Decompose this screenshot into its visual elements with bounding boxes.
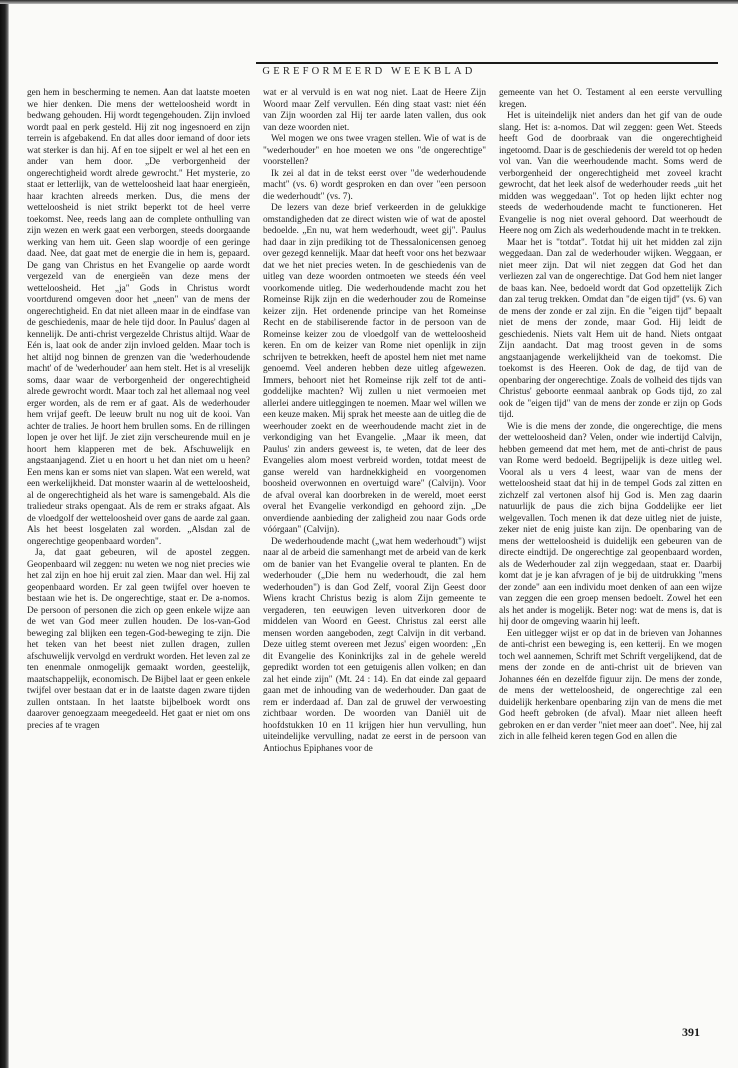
column-2	[263, 88, 486, 1050]
paragraph: Ja, dat gaat gebeuren, wil de apostel zeggen. Geopenbaard wil zeggen: nu weten we nog niet precies wie het zal zijn en hoe hij eruit zal zien. Maar dan wel. Hij zal geopenbaard worden. Er zal geen twijfel over hoeven te bestaan wie het is. De ongerechtige, staat er. De a-nomos. De persoon of personen die zich op geen enkele wijze aan de wet van God meer zullen houden. De los-van-God beweging zal blijken een tegen-God-beweging te zijn. Die het teken van het beest niet zullen dragen, zullen afschuwelijk vervolgd en verdrukt worden. Het leven zal ze ten enenmale onmogelijk gemaakt worden, geestelijk, maatschappelijk, economisch. De Bijbel laat er geen enkele twijfel over bestaan dat er in de laatste dagen zware tijden zullen ontstaan. In het laatste bijbelboek wordt ons daarover genoegzaam meegedeeld. Het gaat er niet om ons precies af te vragen	[27, 548, 250, 731]
paragraph: Wel mogen we ons twee vragen stellen. Wie of wat is de "wederhouder" en hoe moeten we ons "de ongerechtige" voorstellen?	[263, 134, 486, 167]
column-3	[499, 88, 722, 1050]
paragraph: gen hem in bescherming te nemen. Aan dat laatste moeten we hier denken. Die mens der wetteloosheid wordt in bedwang gehouden. Hij wordt tegengehouden. Zijn invloed wordt paal en perk gesteld. Hij zit nog ingesnoerd en zijn terrein is afgebakend. En dat alles door iemand of door iets wat sterker is dan hij. Af en toe sijpelt er wel al het een en ander van hem door. „De verborgenheid der ongerechtigheid wordt alrede gewrocht." Het mysterie, zo staat er letterlijk, van de wetteloosheid laat haar energieën, haar krachten alreeds merken. Dus, die mens der wetteloosheid is niet strikt beperkt tot de heel verre toekomst. Nee, reeds lang aan de complete onthulling van zijn wezen en werk gaat een verborgen, steeds doorgaande werking van hem uit. Geen slap woordje of een geringe daad. Nee, dat gaat met de energie die in hem is, gepaard. De gang van Christus en het Evangelie op aarde wordt vergezeld van de energieën van deze mens der wetteloosheid. Het „ja" Gods in Christus wordt voortdurend omgeven door het „neen" van de mens der ongerechtigheid. En dat niet alleen maar in de eindfase van de geschiedenis, maar de hele tijd door. In Paulus' dagen al kennelijk. De anti-christ vergezelde Christus altijd. Waar de Eén is, laat ook de ander zijn invloed gelden. Maar toch is het altijd nog binnen de grenzen van die 'wederhoudende macht' of de 'wederhouder' aan hem stelt. Het is al vreselijk soms, daar waar de verborgenheid der ongerechtigheid alrede gewrocht wordt. Maar toch zal het allemaal nog veel erger worden, als de rem er af gaat. Als de wederhouder hem vrijaf geeft. De leeuw brult nu nog uit de kooi. Van achter de tralies. Je hoort hem brullen soms. En de rillingen lopen je over het lijf. Je ziet zijn verscheurende muil en je hoort hem klapperen met de bek. Afschuwelijk en angstaanjagend. Ziet u en hoort u het dan niet om u heen? Een mens kan er soms niet van slapen. Wat een wereld, wat een werkelijkheid. Dat monster waarin al de wetteloosheid, al de ongerechtigheid als het ware is samengebald. Als die traliedeur straks opengaat. Als de rem er straks afgaat. Als de vloedgolf der wetteloosheid over gans de aarde zal gaan. Als het beest losgelaten zal worden. „Alsdan zal de ongerechtige geopenbaard worden".	[27, 88, 250, 547]
paragraph: Een uitlegger wijst er op dat in de brieven van Johannes de anti-christ een beweging is, een ketterij. En we mogen toch wel aannemen, Schrift met Schrift vergelijkend, dat de mens der zonde en de anti-christ uit de brieven van Johannes één en dezelfde figuur zijn. De mens der zonde, de mens der wetteloosheid, de ongerechtige zal een duidelijk herkenbare openbaring zijn van de mens die met God heeft gebroken (de afval). Maar niet alleen heeft gebroken en er dan verder "niet meer aan doet". Nee, hij zal zich in alle felheid keren tegen God en allen die	[499, 628, 722, 742]
page-left-edge-shadow	[0, 0, 9, 1068]
running-title: GEREFORMEERD WEEKBLAD	[262, 66, 476, 77]
paragraph: wat er al vervuld is en wat nog niet. Laat de Heere Zijn Woord maar Zelf vervullen. Eén ding staat vast: niet één van Zijn woorden zal Hij ter aarde laten vallen, dus ook van deze woorden niet.	[263, 88, 486, 133]
paragraph: Wie is die mens der zonde, die ongerechtige, die mens der wetteloosheid dan? Velen, onder wie indertijd Calvijn, hebben gemeend dat met hem, met de anti-christ de paus van Rome werd bedoeld. Begrijpelijk is deze uitleg wel. Vooral als u vers 4 leest, waar van de mens der wetteloosheid staat dat hij in de tempel Gods zal zitten en zichzelf zal vertonen alsof hij God is. Men zag daarin natuurlijk de paus die zich bijna Goddelijke eer liet welgevallen. Toch menen ik dat deze uitleg niet de juiste, zeker niet de enig juiste kan zijn. De openbaring van de mens der wetteloosheid is duidelijk een gebeuren van de directe eindtijd. De ongerechtige zal geopenbaard worden, als de Wederhouder zal zijn weggedaan, staat er. Daarbij komt dat je je kan afvragen of je bij de uitdrukking "mens der zonde" aan een individu moet denken of aan een wijze van zeggen die een groep mensen bedoelt. Zowel het een als het ander is mogelijk. Beter nog: wat de mens is, dat is hij door de omgeving waarin hij leeft.	[499, 421, 722, 627]
article-body	[27, 88, 722, 1050]
page-number: 391	[682, 1025, 700, 1039]
paragraph: Maar het is "totdat". Totdat hij uit het midden zal zijn weggedaan. Dan zal de wederhouder wijken. Weggaan, er niet meer zijn. Dat wil niet zeggen dat God het dan verliezen zal van de ongerechtige. Dat God hem niet langer de baas kan. Nee, bedoeld wordt dat God opzettelijk Zich dan zal terug trekken. Omdat dan "de eigen tijd" (vs. 6) van de mens der zonde er zal zijn. En die "eigen tijd" bepaalt niet de mens der zonde, maar God. Hij leidt de geschiedenis. Niets valt Hem uit de hand. Niets ontgaat Zijn aandacht. Dat mag troost geven in de soms angstaanjagende werkelijkheid van de toekomst. Die toekomst is des Heeren. Ook de dag, de tijd van de openbaring der ongerechtige. Zoals de volheid des tijds van Christus' geboorte eenmaal aanbrak op Gods tijd, zo zal ook de "eigen tijd" van de mens der zonde er zijn op Gods tijd.	[499, 237, 722, 420]
paragraph: gemeente van het O. Testament al een eerste vervulling kregen.	[499, 88, 722, 110]
paragraph: Het is uiteindelijk niet anders dan het gif van de oude slang. Het is: a-nomos. Dat wil zeggen: geen Wet. Steeds heeft God de doorbraak van die ongerechtigheid ingetoomd. Daar is de geschiedenis der wereld tot op heden vol van. Van die weerhoudende macht. Soms werd de verborgenheid der ongerechtigheid met zoveel kracht gewrocht, dat het leek alsof de wederhouder reeds „uit het midden was weggedaan". Tot op heden lijkt echter nog steeds de wederhoudende macht te functioneren. Het Evangelie is nog niet overal gehoord. Dat weerhoudt de Heere nog om Zich als wederhoudende macht in te trekken.	[499, 111, 722, 236]
paragraph: De lezers van deze brief verkeerden in de gelukkige omstandigheden dat ze direct wisten wie of wat de apostel bedoelde. „En nu, wat hem wederhoudt, weet gij". Paulus had daar in zijn prediking tot de Thessalonicensen genoeg over gezegd kennelijk. Maar dat heeft voor ons het bezwaar dat we het niet precies weten. In de geschiedenis van de uitleg van deze woorden ontmoeten we steeds één veel voorkomende uitleg. Die wederhoudende macht zou het Romeinse Rijk zijn en die wederhouder zou de Romeinse keizer zijn. Het ordenende principe van het Romeinse Recht en de stabiliserende factor in de persoon van de Romeinse keizer zou de vloedgolf van de wetteloosheid keren. En om de keizer van Rome niet openlijk in zijn schrijven te betrekken, heeft de apostel hem niet met name genoemd. Veel anderen hebben deze uitleg afgewezen. Immers, behoort niet het Romeinse rijk zelf tot de anti-goddelijke machten? Wij zullen u niet vermoeien met allerlei andere uitleggingen te noemen. Maar wel willen we een keuze maken. Mij sprak het meeste aan de uitleg die de weerhouder zoekt en de weerhoudende macht ziet in de verkondiging van het Evangelie. „Maar ik meen, dat Paulus' zin anders geweest is, te weten, dat de leer des Evangelies alom moest verbreid worden, totdat meest de ganse wereld van hardnekkigheid en voorgenomen boosheid overwonnen en overtuigd ware" (Calvijn). Voor de afval overal kan doorbreken in de wereld, moet eerst overal het Evangelie verkondigd en gehoord zijn. „De onverdiende aanbieding der zaligheid zou naar Gods orde vóórgaan" (Calvijn).	[263, 203, 486, 535]
paragraph: Ik zei al dat in de tekst eerst over "de wederhoudende macht" (vs. 6) wordt gesproken en dan over "een persoon die wederhoudt" (vs. 7).	[263, 168, 486, 202]
page-top-edge-shadow	[0, 0, 738, 4]
column-1	[27, 88, 250, 1050]
header-rule	[256, 62, 718, 64]
paragraph: De wederhoudende macht („wat hem wederhoudt") wijst naar al de arbeid die samenhangt met de arbeid van de kerk om de banier van het Evangelie overal te planten. En de wederhouder („Die hem nu wederhoudt, die zal hem wederhouden") is dan God Zelf, vooral Zijn Geest door Wiens kracht Christus bezig is alom Zijn gemeente te vergaderen, ten eeuwigen leven uitverkoren door de middelen van Woord en Geest. Christus zal eerst alle mensen worden aangeboden, zegt Calvijn in dit verband. Deze uitleg stemt overeen met Jezus' eigen woorden: „En dit Evangelie des Koninkrijks zal in de gehele wereld gepredikt worden tot een getuigenis allen volken; en dan zal het einde zijn" (Mt. 24 : 14). En dat einde zal gepaard gaan met de inhouding van de wederhouder. Dan gaat de rem er inderdaad af. Dan zal de gruwel der verwoesting zichtbaar worden. De woorden van Daniël uit de hoofdstukken 10 en 11 krijgen hier hun vervulling, hun uiteindelijke vervulling, nadat ze eerst in de persoon van Antiochus Epiphanes voor de	[263, 536, 486, 754]
